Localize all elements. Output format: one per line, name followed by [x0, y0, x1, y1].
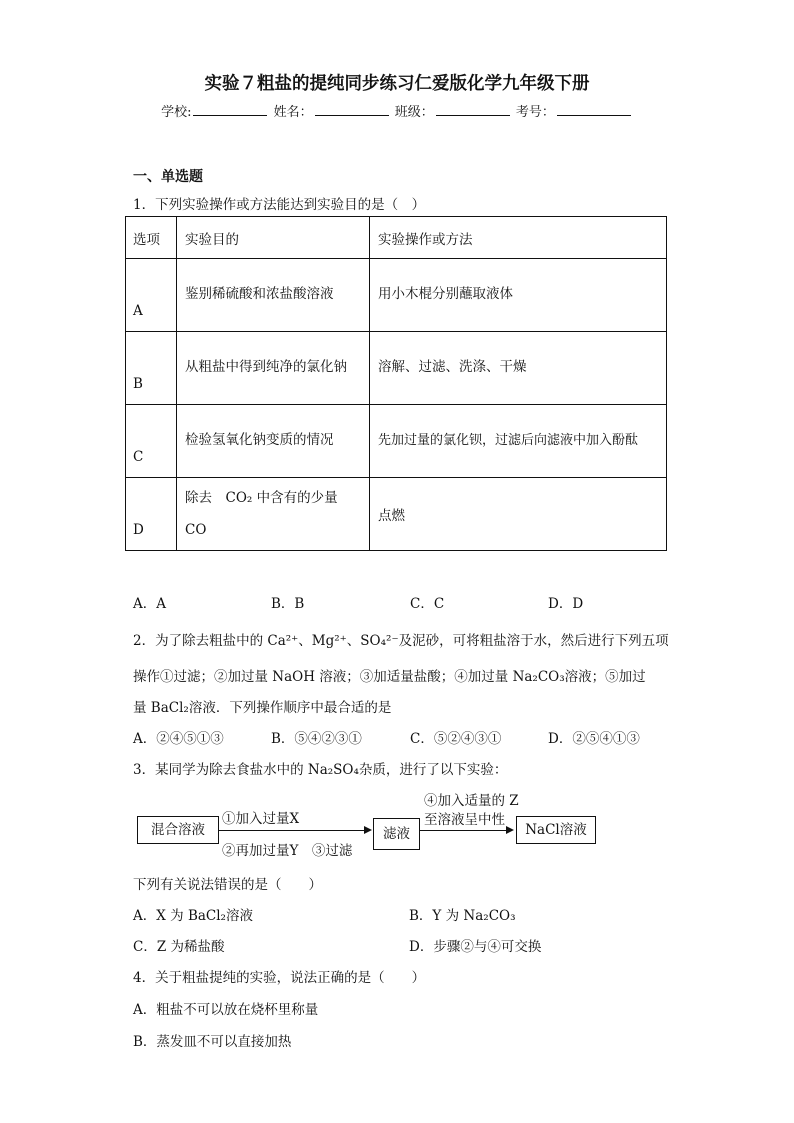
flow-box-nacl-solution: NaCl溶液 — [516, 816, 596, 844]
choice-a[interactable]: A．X 为 BaCl₂溶液 — [133, 908, 253, 924]
flow-arrow-2 — [419, 830, 508, 831]
table-row — [126, 405, 667, 478]
table-cell-method: 先加过量的氯化钡，过滤后向滤液中加入酚酞 — [370, 405, 667, 478]
flow-arrow-1 — [218, 830, 366, 831]
table-cell-option: B — [126, 332, 177, 405]
table-header-row — [126, 217, 667, 259]
table-cell-purpose-line2: CO — [185, 522, 207, 538]
choice-b[interactable]: B．Y 为 Na₂CO₃ — [409, 908, 516, 924]
flow-box-filtrate: 滤液 — [373, 818, 420, 850]
table-cell-option: D — [126, 478, 177, 551]
choice-c[interactable]: C．⑤②④③① — [410, 731, 502, 747]
choice-d[interactable]: D．步骤②与④可交换 — [409, 939, 542, 955]
choice-d[interactable]: D．②⑤④①③ — [548, 731, 640, 747]
table-cell-method: 点燃 — [370, 478, 667, 551]
section-heading: 一、单选题 — [133, 169, 203, 185]
page-title: 实验７粗盐的提纯同步练习仁爱版化学九年级下册 — [204, 74, 590, 94]
flow-step-1: ①加入过量X — [222, 811, 300, 827]
table-cell-method: 溶解、过滤、洗涤、干燥 — [370, 332, 667, 405]
flow-step-4a: ④加入适量的 Z — [424, 793, 519, 809]
name-blank[interactable] — [315, 102, 389, 116]
choice-d[interactable]: D．D — [548, 596, 584, 612]
choice-c[interactable]: C．C — [410, 596, 445, 612]
table-cell-purpose: 鉴别稀硫酸和浓盐酸溶液 — [177, 259, 370, 332]
class-blank[interactable] — [436, 102, 510, 116]
table-cell-purpose — [177, 478, 370, 551]
choice-b[interactable]: B．B — [271, 596, 305, 612]
question-3-question: 下列有关说法错误的是（ ） — [133, 877, 322, 893]
table-cell-purpose: 检验氢氧化钠变质的情况 — [177, 405, 370, 478]
choice-a[interactable]: A．粗盐不可以放在烧杯里称量 — [133, 1002, 319, 1018]
table-cell-method: 用小木棍分别蘸取液体 — [370, 259, 667, 332]
choice-b[interactable]: B．⑤④②③① — [271, 731, 362, 747]
question-2-line-3: 量 BaCl₂溶液．下列操作顺序中最合适的是 — [133, 700, 392, 716]
choice-a[interactable]: A．②④⑤①③ — [133, 731, 224, 747]
question-2-line-2: 操作①过滤；②加过量 NaOH 溶液；③加适量盐酸；④加过量 Na₂CO₃溶液；⑤加过 — [133, 669, 646, 685]
question-1-stem: 1．下列实验操作或方法能达到实验目的是（ ） — [133, 197, 426, 213]
exam-no-blank[interactable] — [557, 102, 631, 116]
table-header-option: 选项 — [126, 217, 177, 259]
choice-b[interactable]: B．蒸发皿不可以直接加热 — [133, 1034, 292, 1050]
table-row — [126, 259, 667, 332]
table-row — [126, 478, 667, 551]
table-header-purpose: 实验目的 — [177, 217, 370, 259]
question-2-line-1: 2．为了除去粗盐中的 Ca²⁺、Mg²⁺、SO₄²⁻及泥砂，可将粗盐溶于水，然后进行下列五项 — [133, 633, 669, 649]
question-1-table — [125, 216, 667, 551]
choice-a[interactable]: A．A — [133, 596, 166, 612]
school-blank[interactable] — [193, 102, 267, 116]
school-label: 学校: — [161, 105, 192, 120]
exam-no-label: 考号： — [515, 105, 555, 120]
question-4-stem: 4．关于粗盐提纯的实验，说法正确的是（ ） — [133, 970, 426, 986]
flow-step-4b: 至溶液呈中性 — [424, 812, 505, 828]
choice-c[interactable]: C．Z 为稀盐酸 — [133, 939, 225, 955]
question-3-stem: 3．某同学为除去食盐水中的 Na₂SO₄杂质，进行了以下实验： — [133, 762, 508, 778]
table-cell-purpose-line1: 除去 CO₂ 中含有的少量 — [185, 490, 338, 506]
table-cell-option: A — [126, 259, 177, 332]
table-row — [126, 332, 667, 405]
flow-arrow-2-head — [506, 826, 514, 834]
name-label: 姓名： — [273, 105, 313, 120]
table-cell-option: C — [126, 405, 177, 478]
flow-step-2-3: ②再加过量Y ③过滤 — [222, 843, 353, 859]
table-cell-purpose: 从粗盐中得到纯净的氯化钠 — [177, 332, 370, 405]
class-label: 班级： — [394, 105, 434, 120]
flow-box-mixed-solution: 混合溶液 — [137, 816, 219, 844]
flow-arrow-1-head — [364, 826, 372, 834]
table-header-method: 实验操作或方法 — [370, 217, 667, 259]
student-info-line — [0, 101, 794, 120]
